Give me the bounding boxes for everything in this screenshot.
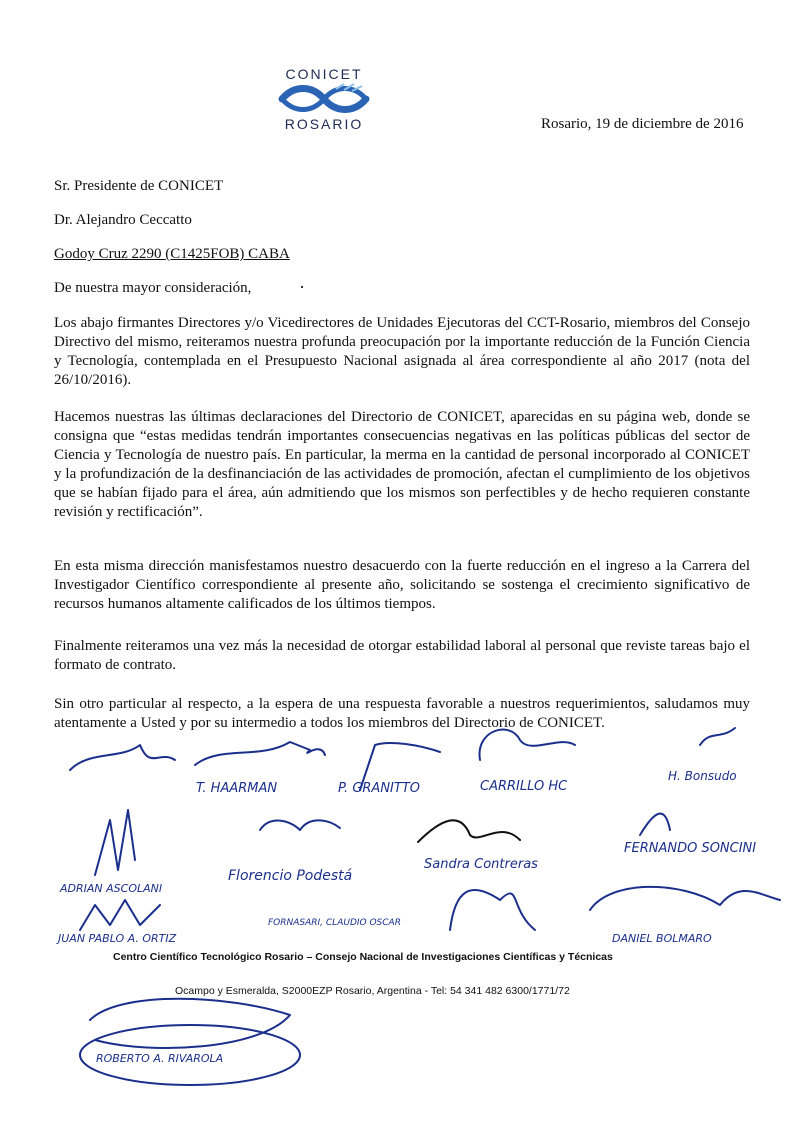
paragraph-4: Finalmente reiteramos una vez más la necesidad de otorgar estabilidad laboral al personal que reviste tareas bajo el formato de contrato. bbox=[54, 638, 750, 673]
footer-institution: Centro Científico Tecnológico Rosario – Consejo Nacional de Investigaciones Científicas y Técnicas bbox=[113, 951, 613, 963]
signature-scribble-2 bbox=[195, 742, 325, 765]
signature-name-ortiz: JUAN PABLO A. ORTIZ bbox=[58, 932, 177, 945]
signature-name-contreras: Sandra Contreras bbox=[424, 857, 538, 872]
signature-name-carrillo: CARRILLO HC bbox=[480, 779, 568, 794]
signature-scribble-1 bbox=[70, 745, 175, 770]
paragraph-5: Sin otro particular al respecto, a la espera de una respuesta favorable a nuestros requerimientos, saludamos muy atentamente a Usted y por su intermedio a todos los miembros del Directorio de CONICET. bbox=[54, 696, 750, 731]
signature-name-fornasari: FORNASARI, CLAUDIO OSCAR bbox=[268, 918, 401, 928]
signature-name-bonsudo: H. Bonsudo bbox=[668, 769, 737, 783]
logo-bottom-text: ROSARIO bbox=[284, 116, 364, 132]
signature-name-haarman: T. HAARMAN bbox=[196, 781, 278, 796]
footer-address: Ocampo y Esmeralda, S2000EZP Rosario, Argentina - Tel: 54 341 482 6300/1771/72 bbox=[175, 985, 570, 997]
logo-top-text: CONICET bbox=[285, 66, 363, 82]
recipient-address: Godoy Cruz 2290 (C1425FOB) CABA bbox=[54, 246, 290, 262]
paragraph-3: En esta misma dirección manisfestamos nuestro desacuerdo con la fuerte reducción en el ingreso a la Carrera del Investigador Científico correspondiente al presente año, solicitando se sostenga el crecimiento significativo de recursos humanos altamente calificados de los últimos tiempos. bbox=[54, 558, 750, 612]
signature-scribble-5 bbox=[700, 728, 735, 745]
signature-name-ascolani: ADRIAN ASCOLANI bbox=[60, 882, 163, 895]
paragraph-1: Los abajo firmantes Directores y/o Vicedirectores de Unidades Ejecutoras del CCT-Rosario, miembros del Consejo Directivo del mismo, reiteramos nuestra profunda preocupación por la importante reducción de la Función Ciencia y Tecnología, contemplada en el Presupuesto Nacional asignada al área correspondiente al año 2017 (nota del 26/10/2016). bbox=[54, 315, 750, 388]
paragraph-2: Hacemos nuestras las últimas declaraciones del Directorio de CONICET, aparecidas en su página web, donde se consigna que “estas medidas tendrán importantes consecuencias negativas en las políticas públicas del sector de Ciencia y Tecnología de nuestro país. En particular, la merma en la cantidad de personal incorporado al CONICET y la profundización de la desfinanciación de las actividades de promoción, afectan el cumplimiento de los objetivos que se habían fijado para el área, aún admitiendo que los mismos son perfectibles y de hecho requieren constante revisión y rectificación”. bbox=[54, 409, 750, 520]
signature-name-rivarola: ROBERTO A. RIVAROLA bbox=[96, 1052, 224, 1065]
signature-scribble-11 bbox=[450, 890, 535, 930]
signature-scribble-6 bbox=[95, 810, 135, 875]
signature-scribble-4 bbox=[480, 730, 575, 760]
letter-date: Rosario, 19 de diciembre de 2016 bbox=[541, 116, 744, 132]
signature-scribble-8 bbox=[260, 820, 340, 830]
signature-scribble-7 bbox=[418, 820, 520, 842]
signature-scribble-10 bbox=[80, 900, 160, 930]
signature-name-podesta: Florencio Podestá bbox=[228, 868, 353, 884]
signature-name-soncini: FERNANDO SONCINI bbox=[624, 841, 757, 856]
signature-scribble-9 bbox=[640, 814, 670, 835]
salutation: De nuestra mayor consideración, bbox=[54, 280, 252, 296]
signature-name-granitto: P. GRANITTO bbox=[338, 781, 420, 796]
signature-scribble-13 bbox=[90, 999, 290, 1048]
recipient-title: Sr. Presidente de CONICET bbox=[54, 178, 224, 194]
recipient-name: Dr. Alejandro Ceccatto bbox=[54, 212, 192, 228]
signature-name-bolmaro: DANIEL BOLMARO bbox=[612, 932, 712, 945]
signature-scribble-12 bbox=[590, 887, 780, 910]
